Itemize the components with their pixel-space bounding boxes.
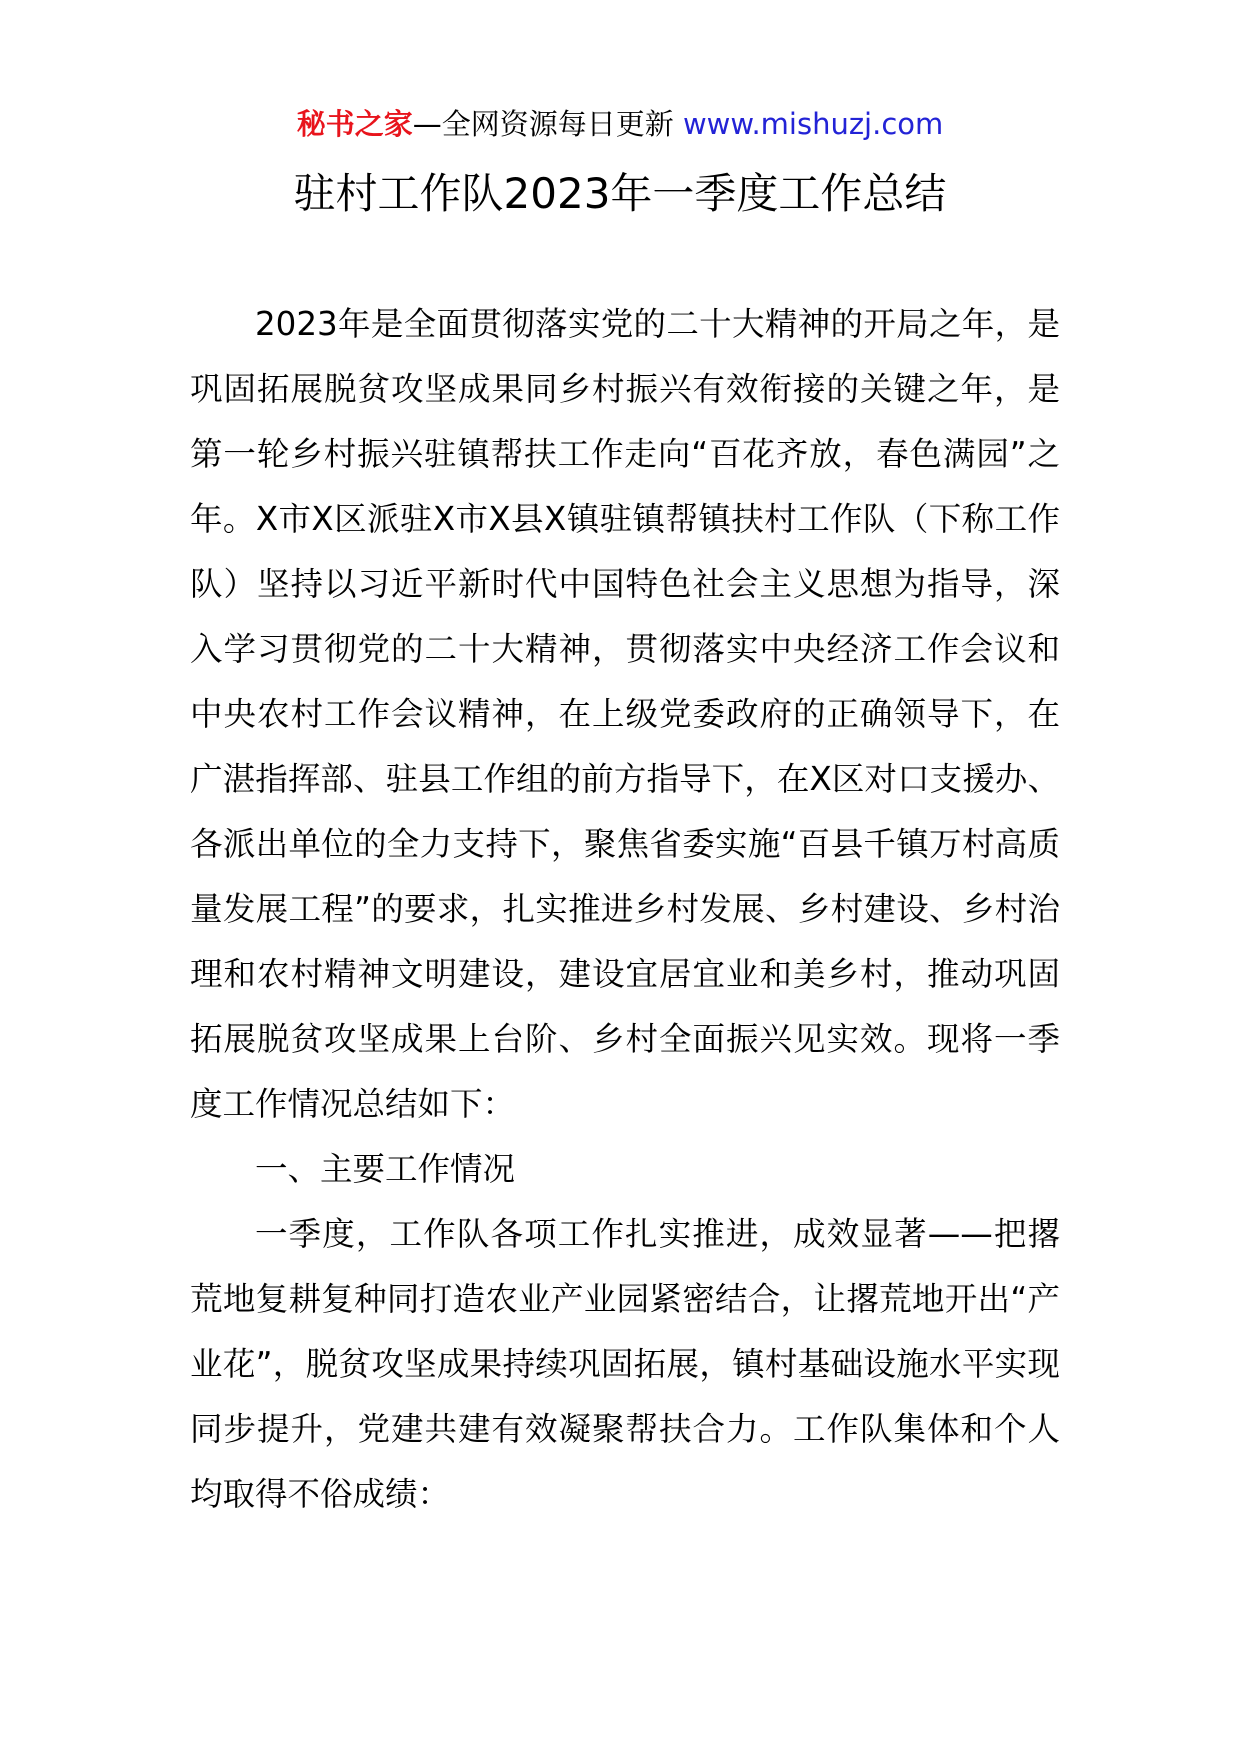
site-url-link[interactable]: www.mishuzj.com	[682, 107, 944, 141]
site-brand: 秘书之家	[296, 107, 413, 141]
document-title: 驻村工作队2023年一季度工作总结	[293, 169, 947, 218]
section-heading: 一、主要工作情况	[255, 1150, 516, 1188]
intro-paragraph: 2023年是全面贯彻落实党的二十大精神的开局之年，是巩固拓展脱贫攻坚成果同乡村振兴有效衔接的关键之年，是第一轮乡村振兴驻镇帮扶工作走向“百花齐放，春色满园”之年。X市X区派驻X市X县X镇驻镇帮镇扶村工作队（下称工作队）坚持以习近平新时代中国特色社会主义思想为指导，深入学习贯彻党的二十大精神，贯彻落实中央经济工作会议和中央农村工作会议精神，在上级党委政府的正确领导下，在广湛指挥部、驻县工作组的前方指导下，在X区对口支援办、各派出单位的全力支持下，聚焦省委实施“百县千镇万村高质量发展工程”的要求，扎实推进乡村发展、乡村建设、乡村治理和农村精神文明建设，建设宜居宜业和美乡村，推动巩固拓展脱贫攻坚成果上台阶、乡村全面振兴见实效。现将一季度工作情况总结如下：	[190, 305, 1060, 1123]
site-tagline: —全网资源每日更新	[412, 107, 683, 141]
section-paragraph: 一季度，工作队各项工作扎实推进，成效显著——把撂荒地复耕复种同打造农业产业园紧密结合，让撂荒地开出“产业花”，脱贫攻坚成果持续巩固拓展，镇村基础设施水平实现同步提升，党建共建有效凝聚帮扶合力。工作队集体和个人均取得不俗成绩：	[190, 1215, 1060, 1513]
document-body	[190, 292, 1060, 1527]
site-banner	[0, 102, 1240, 146]
